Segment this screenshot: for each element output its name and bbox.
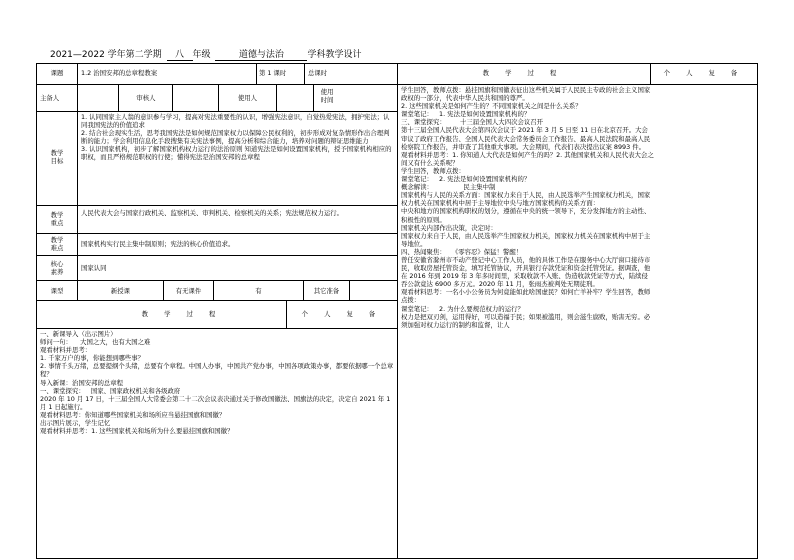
other-prep-label: 其它准备 (313, 287, 340, 295)
process-left-text: 一、新课导入（出示图片） 师问一句： 大国之大，也有大国之难 观看材料并思考： 1. 千家万户的事，你能想到哪些事？ 2. 事情千头万绪，总要提纲个头绪，总要有个章程。中国人办事，中国共产党办事，中国各项政策办事，都要依据哪一个总章程？ 导入新课：治国安邦的总章程 一、课堂探究： 国家、国家政权机关和各级政府 2020 年 10 月 17 日，十三届全国人大常委会第二十二次会议表决通过关于修改国徽法、国旗法的决定，决定自 2021 年 1 月 1 日起施行。 观看材料思考：你知道哪些国家机关和场所应当悬挂国旗和国徽？ 出示图片展示，学生记忆 观看材料并思考：1. 这些国家机关和场所为什么要悬挂国旗和国徽？ (40, 330, 394, 436)
goals-text: 1. 认同国家主人翁的意识参与学习，提高对宪法重要性的认识，增强宪法意识，自觉热爱宪法，拥护宪法；认同我国宪法的价值追求 2. 结合社会现实生活，思考我国宪法是如何规范国家权力以保障公民权利的，初步形成对复杂情形作出合理判断的能力；学会利用信息化手段搜集有关宪法事例，提高分析和综合能力，培养对问题的辩证思维能力 3. 认识国家机构，初步了解国家机构权力运行的法治原则 知道宪法是如何设置国家机构，授予国家机构相应的职权，而且严格规范职权的行使；懂得宪法是治国安邦的总章程 (81, 113, 392, 162)
process-right-text: 学生回答，教师点拨：悬挂国旗和国徽表征出这些机关属于人民民主专政的社会主义国家政权的一部分，代表中华人民共和国的尊严。 2. 这些国家机关是如何产生的？不同国家机关之间是什么关系？ 课堂笔记： 1. 宪法是如何设置国家机构的？ 三、课堂探究： 十三届全国人大四次会议召开 第十三届全国人民代表大会第四次会议于 2021 年 3 月 5 日至 11 日在北京召开。大会审议了政府工作报告、全国人民代表大会常务委员会工作报告、最高人民法院和最高人民检察院工作报告，并审查了其他重大事项。大会期间，代表们表决提出议案 8993 件。 观看材料并思考：1. 你知道人大代表是如何产生的吗？2. 其他国家机关和人民代表大会之间又有什么关系呢？ 学生回答，教师点拨： 课堂笔记： 2. 宪法是如何设置国家机构的？ 概念解读： 民主集中制 国家机构与人民的关系方面：国家权力来自于人民，由人民选举产生国家权力机关，国家权力机关在国家机构中居于主导地位中央与地方国家机构的关系方面： 中央和地方的国家机构职权的划分，遵循在中央的统一领导下，充分发挥地方的主动性、积极性的原则。 国家机关内部作出决策，决定时： 国家权力来自于人民，由人民选举产生国家权力机关，国家权力机关在国家机构中居于主导地位。 四、热闻聚焦： 《零容忍》保猛！警醒！ 曾任安徽省滁州市不动产登记中心工作人员，他的具体工作是在服务中心大厅窗口接待市民，收取房屋托管资金，填写托管协议，开具银行存款凭证和资金托管凭证。据调查，他在 2016 年到 2019 年 3 年多时间里，采取收款不入账、伪造收款凭证等方式，陆续侵吞公款竟达 6900 多万元。2020 年 11 月，张雨杰被判处无期徒刑。 观看材料思考：一名小小公务员为何竟能如此啥国虚民？如何亡羊补牢？学生回答，教师点拨： 课堂笔记： 2. 为什么要规范权力的运行？ 权力是把双刃剑，运用得好，可以造福于民；如果被滥用，则会滋生腐败，贻害无穷。必须加强对权力运行的制约和监督，让人 (401, 86, 654, 329)
user-label: 使用人 (237, 94, 258, 102)
topic-label: 课题 (50, 69, 64, 77)
core-literacy-text: 国家认同 (81, 264, 107, 272)
preparer-label: 主备人 (40, 94, 60, 102)
grade-value: 八 (167, 47, 193, 61)
difficult-points-text: 国家机构实行民主集中制原则；宪法的核心价值追求。 (81, 240, 235, 248)
goals-label: 教学 目标 (50, 149, 64, 166)
header-suffix: 学科教学设计 (307, 50, 362, 60)
key-points-text: 人民代表大会与国家行政机关、监察机关、审判机关、检察机关的关系；宪法规范权力运行。 (81, 209, 344, 217)
difficult-points-label: 教学 难点 (50, 236, 64, 253)
review-heading-left: 个 人 复 备 (301, 310, 383, 318)
reviewer-label: 审核人 (136, 94, 156, 102)
school-year: 2021—2022 学年第二学期 (50, 50, 162, 60)
courseware-value: 有 (255, 287, 262, 295)
use-time-label: 使用 时间 (320, 88, 334, 105)
topic-value: 1.2 治国安邦的总章程教案 (81, 69, 158, 77)
core-literacy-label: 核心 素养 (50, 260, 64, 277)
key-points-label: 教学 重点 (50, 211, 64, 228)
document-header (50, 47, 361, 61)
grade-suffix: 年级 (192, 50, 211, 60)
process-heading-right: 教 学 过 程 (482, 69, 564, 77)
process-heading-left: 教 学 过 程 (141, 310, 223, 318)
total-periods-label: 总课时 (308, 69, 328, 77)
period-value: 第 1 课时 (259, 69, 287, 77)
courseware-label: 有无课件 (175, 287, 202, 295)
subject-value: 道德与法治 (215, 47, 307, 61)
lesson-type-label: 课型 (50, 287, 64, 295)
lesson-type-value: 新授课 (110, 287, 131, 295)
review-heading-right: 个 人 复 备 (663, 69, 745, 77)
